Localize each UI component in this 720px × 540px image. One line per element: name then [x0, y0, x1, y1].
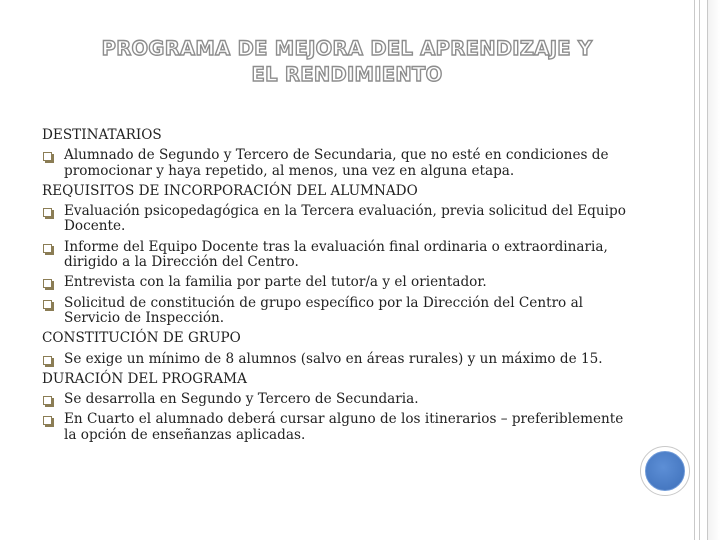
list-item-text: Se exige un mínimo de 8 alumnos (salvo en áreas rurales) y un máximo de 15. — [64, 350, 603, 367]
square-bullet-icon — [43, 152, 52, 161]
list-item — [42, 412, 632, 443]
frame-shade — [708, 0, 720, 540]
frame-line — [707, 0, 708, 540]
frame-line — [699, 0, 700, 540]
blue-circle-ornament-icon — [645, 451, 685, 491]
frame-line — [694, 0, 695, 540]
square-bullet-icon — [43, 356, 52, 365]
slide-title-line-2: EL RENDIMIENTO — [251, 63, 443, 86]
list-item-text: En Cuarto el alumnado deberá cursar alguno de los itinerarios – preferiblemente la opción de enseñanzas aplicadas. — [64, 411, 624, 443]
slide-title — [30, 36, 664, 88]
list-item — [42, 392, 632, 407]
list-item — [42, 296, 632, 327]
list-item-text: Se desarrolla en Segundo y Tercero de Secundaria. — [64, 391, 419, 408]
section-heading: DURACIÓN DEL PROGRAMA — [42, 370, 247, 387]
list-item — [42, 352, 632, 367]
slide-title-line-1: PROGRAMA DE MEJORA DEL APRENDIZAJE Y — [101, 37, 593, 60]
list-item-text: Evaluación psicopedagógica en la Tercera evaluación, previa solicitud del Equipo Docente. — [64, 203, 626, 235]
square-bullet-icon — [43, 396, 52, 405]
square-bullet-icon — [43, 244, 52, 253]
list-item-text: Entrevista con la familia por parte del tutor/a y el orientador. — [64, 274, 487, 291]
section-heading: CONSTITUCIÓN DE GRUPO — [42, 330, 241, 347]
list-item — [42, 275, 632, 290]
list-item-text: Alumnado de Segundo y Tercero de Secundaria, que no esté en condiciones de promocionar y haya repetido, al menos, una vez en alguna etapa. — [64, 147, 609, 179]
square-bullet-icon — [43, 416, 52, 425]
list-item-text: Informe del Equipo Docente tras la evaluación final ordinaria o extraordinaria, dirigido a la Dirección del Centro. — [64, 238, 608, 271]
section-heading: DESTINATARIOS — [42, 127, 162, 143]
slide-body — [42, 128, 632, 443]
square-bullet-icon — [43, 279, 52, 288]
square-bullet-icon — [43, 300, 52, 309]
list-item — [42, 240, 632, 271]
square-bullet-icon — [43, 208, 52, 217]
list-item — [42, 148, 632, 179]
list-item-text: Solicitud de constitución de grupo específico por la Dirección del Centro al Servicio de Inspección. — [64, 294, 584, 326]
list-item — [42, 204, 632, 235]
section-heading: REQUISITOS DE INCORPORACIÓN DEL ALUMNADO — [42, 182, 418, 199]
